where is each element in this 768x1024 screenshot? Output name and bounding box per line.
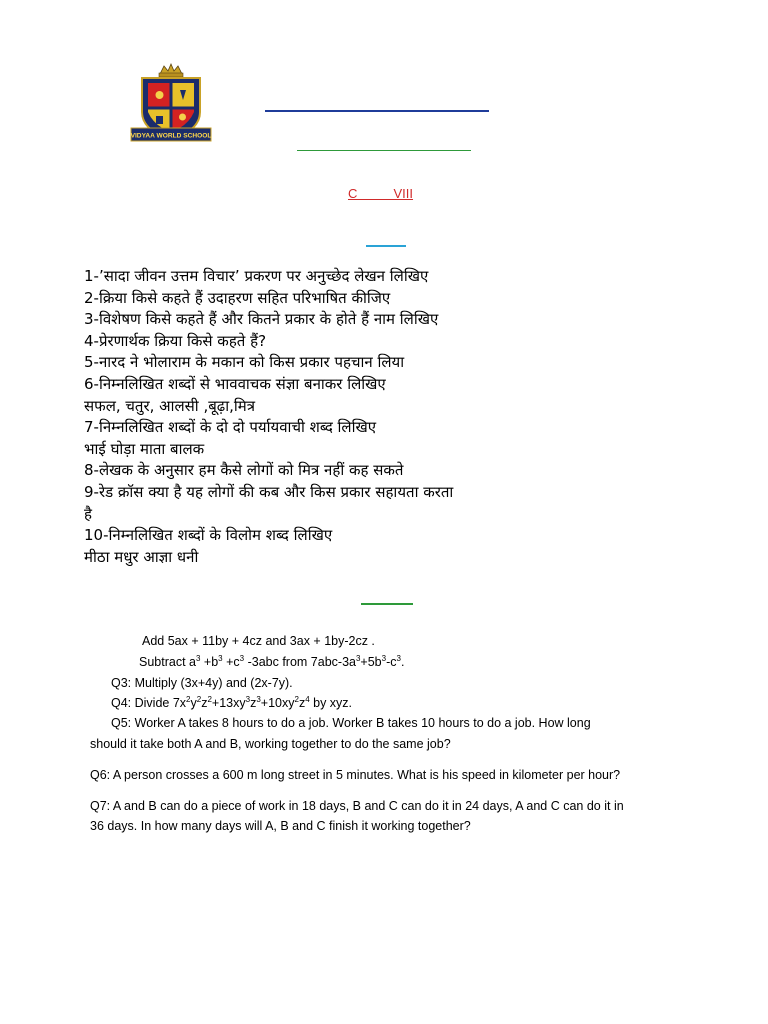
section-underline-cyan bbox=[366, 245, 406, 247]
math-section-underline-green bbox=[361, 603, 413, 605]
hindi-question-10: 10-निम्नलिखित शब्दों के विलोम शब्द लिखिए bbox=[84, 526, 333, 545]
hindi-question-9-cont: है bbox=[84, 504, 92, 523]
hindi-question-2: 2-क्रिया किसे कहते हैं उदाहरण सहित परिभाषित कीजिए bbox=[84, 288, 391, 307]
hindi-question-8: 8-लेखक के अनुसार हम कैसे लोगों को मित्र नहीं कह सकते bbox=[84, 461, 404, 480]
math-question-3: Q3: Multiply (3x+4y) and (2x-7y). bbox=[111, 676, 293, 690]
hindi-question-3: 3-विशेषण किसे कहते हैं और कितने प्रकार के होते हैं नाम लिखिए bbox=[84, 310, 439, 329]
subtitle-underline-green bbox=[297, 150, 471, 151]
hindi-question-1: 1-’सादा जीवन उत्तम विचार’ प्रकरण पर अनुच्छेद लेखन लिखिए bbox=[84, 267, 429, 285]
hindi-question-5: 5-नारद ने भोलाराम के मकान को किस प्रकार पहचान लिया bbox=[84, 353, 405, 372]
math-question-4: Q4: Divide $7x^2y^2z^2+13xy^3z^3+10xy^2z^4$ by xyz. bbox=[111, 695, 353, 710]
math-question-7-line1: Q7: A and B can do a piece of work in 18 days, B and C can do it in 24 days, A and C can do it in bbox=[90, 799, 624, 813]
math-question-5-line2: should it take both A and B, working together to do the same job? bbox=[90, 737, 451, 751]
math-question-6: Q6: A person crosses a 600 m long street in 5 minutes. What is his speed in kilometer per hour? bbox=[90, 768, 621, 782]
class-label: C VIII bbox=[348, 186, 414, 201]
hindi-question-10-words: मीठा मधुर आज्ञा धनी bbox=[84, 547, 199, 566]
hindi-question-6-words: सफल, चतुर, आलसी ,बूढ़ा,मित्र bbox=[84, 396, 256, 415]
math-question-1: Add 5ax + 11by + 4cz and 3ax + 1by-2cz . bbox=[142, 634, 375, 648]
hindi-question-4: 4-प्रेरणार्थक क्रिया किसे कहते हैं? bbox=[84, 331, 267, 350]
math-question-2: Subtract $a^3 +b^3 +c^3$ -3abc from $7abc-3a^3+5b^3-c^3$. bbox=[139, 654, 405, 669]
hindi-question-9: 9-रेड क्रॉस क्या है यह लोगों की कब और किस प्रकार सहायता करता bbox=[84, 482, 454, 501]
hindi-question-7-words: भाई घोड़ा माता बालक bbox=[84, 439, 205, 458]
svg-text:VIDYAA WORLD SCHOOL: VIDYAA WORLD SCHOOL bbox=[130, 132, 212, 140]
hindi-question-6: 6-निम्नलिखित शब्दों से भाववाचक संज्ञा बनाकर लिखिए bbox=[84, 374, 386, 393]
math-question-7-line2: 36 days. In how many days will A, B and C finish it working together? bbox=[90, 819, 471, 833]
title-underline-blue bbox=[265, 110, 489, 112]
math-question-5-line1: Q5: Worker A takes 8 hours to do a job. Worker B takes 10 hours to do a job. How long bbox=[111, 716, 591, 730]
hindi-questions bbox=[84, 266, 524, 568]
school-logo bbox=[130, 62, 212, 148]
hindi-question-7: 7-निम्नलिखित शब्दों के दो दो पर्यायवाची शब्द लिखिए bbox=[84, 418, 377, 437]
